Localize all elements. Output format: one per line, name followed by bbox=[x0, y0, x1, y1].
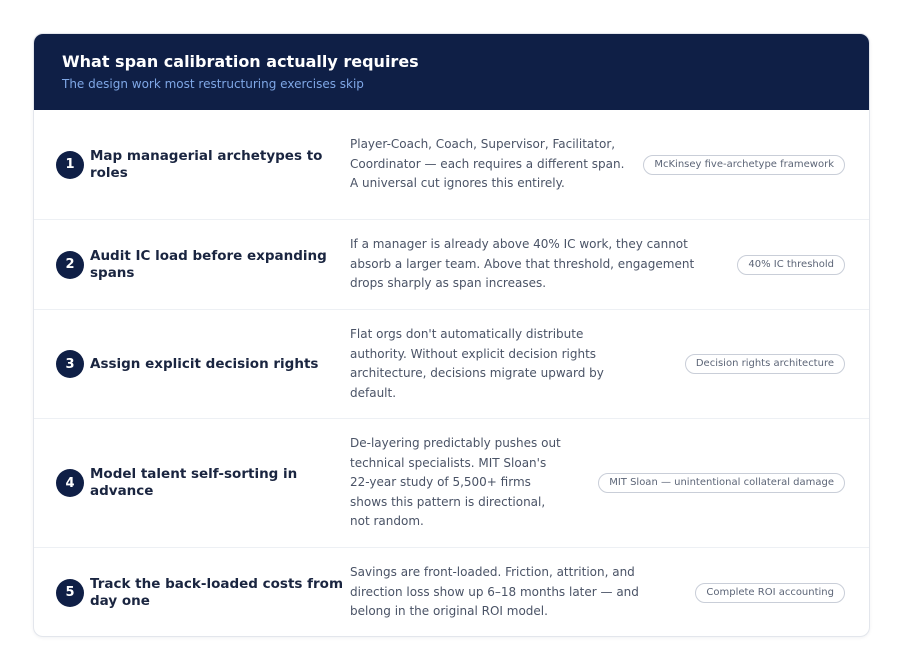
step-description: If a manager is already above 40% IC work, they cannot absorb a larger team. Above that threshold, engagement drops sharply as span increases. bbox=[350, 237, 695, 291]
step-number-badge: 1 bbox=[56, 151, 84, 179]
step-number-badge: 3 bbox=[56, 350, 84, 378]
step-title: Audit IC load before expanding spans bbox=[90, 247, 327, 281]
step-title: Map managerial archetypes to roles bbox=[90, 147, 323, 181]
card-subtitle: The design work most restructuring exercises skip bbox=[62, 77, 364, 91]
source-tag: Complete ROI accounting bbox=[695, 583, 845, 603]
step-body bbox=[350, 135, 845, 194]
step-number-badge: 4 bbox=[56, 469, 84, 497]
step-title: Track the back-loaded costs from day one bbox=[90, 575, 344, 609]
step-title: Assign explicit decision rights bbox=[90, 355, 319, 372]
source-tag: 40% IC threshold bbox=[737, 255, 845, 275]
step-number-badge: 5 bbox=[56, 579, 84, 607]
list-item bbox=[34, 418, 869, 547]
step-description: De-layering predictably pushes out technical specialists. MIT Sloan's 22-year study of 5,500+ firms shows this pattern is directional, not random. bbox=[350, 436, 561, 529]
list-item bbox=[34, 309, 869, 418]
step-body bbox=[350, 325, 845, 403]
step-description: Flat orgs don't automatically distribute authority. Without explicit decision rights architecture, decisions migrate upward by default. bbox=[350, 327, 604, 400]
source-tag: McKinsey five-archetype framework bbox=[643, 155, 845, 175]
step-description: Savings are front-loaded. Friction, attrition, and direction loss show up 6–18 months later — and belong in the original ROI model. bbox=[350, 565, 639, 619]
requirements-card bbox=[33, 33, 870, 637]
list-item bbox=[34, 110, 869, 219]
card-header bbox=[34, 34, 869, 110]
list-item bbox=[34, 547, 869, 637]
source-tag: MIT Sloan — unintentional collateral damage bbox=[598, 473, 845, 493]
step-number-badge: 2 bbox=[56, 251, 84, 279]
step-title: Model talent self-sorting in advance bbox=[90, 466, 298, 499]
step-description: Player-Coach, Coach, Supervisor, Facilitator, Coordinator — each requires a different span. A universal cut ignores this entirely. bbox=[350, 137, 625, 191]
list-item bbox=[34, 219, 869, 309]
step-body bbox=[350, 563, 845, 622]
step-body bbox=[350, 235, 845, 294]
source-tag: Decision rights architecture bbox=[685, 354, 845, 374]
requirements-list bbox=[34, 110, 869, 637]
step-body bbox=[350, 434, 845, 532]
card-title: What span calibration actually requires bbox=[62, 52, 419, 71]
